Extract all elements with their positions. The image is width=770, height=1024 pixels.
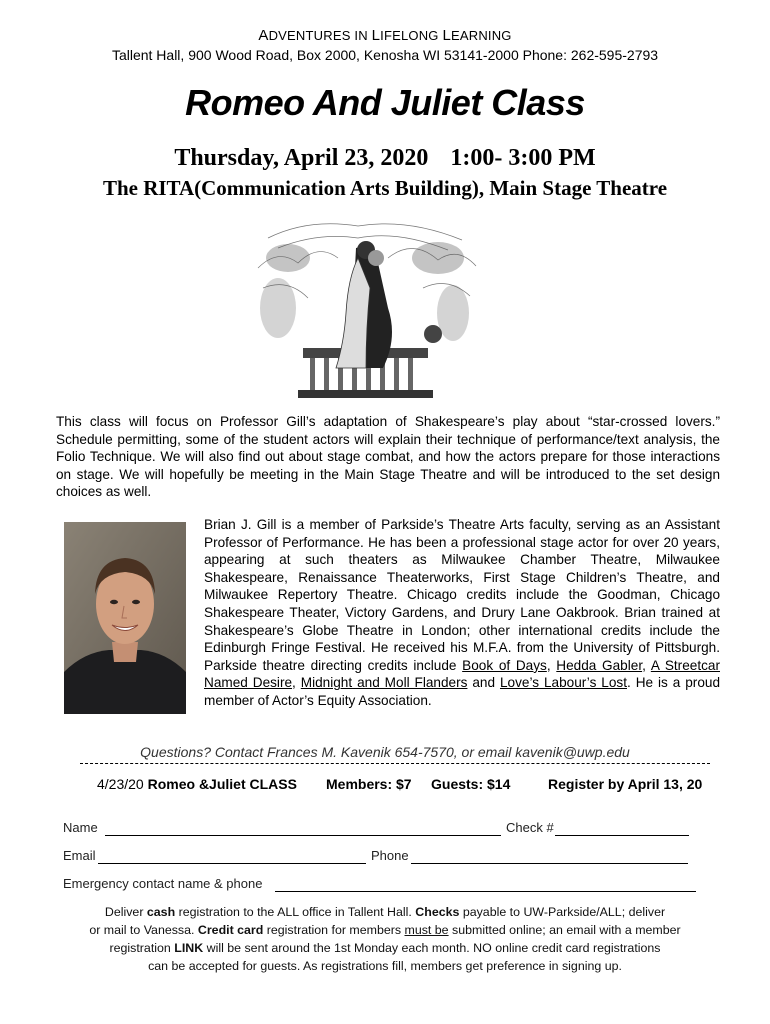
event-time: 1:00- 3:00 PM [450, 145, 596, 171]
credit-loves-labours-lost: Love’s Labour’s Lost [499, 675, 627, 691]
org-text-2: IFELONG [380, 28, 443, 43]
member-price: Members: $7 [326, 776, 412, 792]
bio-separator: , [292, 675, 301, 691]
notes-text: payable to UW-Parkside/ALL; deliver [459, 905, 666, 919]
event-dateline [0, 145, 770, 172]
register-deadline: Register by April 13, 20 [548, 776, 703, 792]
notes-text: will be sent around the 1st Monday each month. NO online credit card registrations [203, 941, 661, 955]
notes-text: registration for members [263, 923, 405, 937]
org-text-1: DVENTURES IN [268, 28, 372, 43]
emergency-contact-field[interactable] [275, 891, 696, 892]
org-address: Tallent Hall, 900 Wood Road, Box 2000, Kenosha WI 53141-2000 Phone: 262-595-2793 [111, 47, 659, 63]
email-label: Email [63, 848, 96, 863]
org-text-3: EARNING [450, 28, 512, 43]
bio-separator: , [546, 657, 557, 673]
check-label: Check # [506, 820, 554, 835]
class-description: This class will focus on Professor Gill’s adaptation of Shakespeare’s play about “star-crossed lovers.” Schedule permitting, some of the student actors will explain their technique of performance/text analysis, the Folio Technique. We will also find out about stage combat, and how the actors prepare for those interactions on stage. We will hopefully be meeting in the Main Stage Theatre and will be introduced to the set design choices as well. [56, 414, 720, 500]
phone-label: Phone [371, 848, 409, 863]
registration-notes [0, 903, 770, 975]
email-field[interactable] [98, 863, 366, 864]
org-name [0, 27, 770, 44]
emergency-contact-label: Emergency contact name & phone [63, 876, 263, 891]
notes-underline: must be [404, 923, 449, 937]
notes-line-2 [0, 921, 770, 939]
notes-text: registration [109, 941, 175, 955]
notes-bold: Credit card [197, 923, 264, 937]
tearoff-class-name: Romeo &Juliet CLASS [147, 776, 297, 792]
notes-line-1 [0, 903, 770, 921]
tear-off-line [80, 763, 710, 764]
credit-midnight-moll-flanders: Midnight and Moll Flanders [300, 675, 468, 691]
notes-bold: cash [146, 905, 176, 919]
phone-field[interactable] [411, 863, 688, 864]
name-label: Name [63, 820, 98, 835]
bio-text-end: . He is a proud member of Actor’s Equity Association. [204, 675, 721, 708]
contact-info: Questions? Contact Frances M. Kavenik 654-7570, or email kavenik@uwp.edu [140, 744, 630, 760]
instructor-photo [64, 522, 186, 714]
org-cap-l1: L [371, 27, 381, 44]
credit-book-of-days: Book of Days [462, 657, 547, 673]
bio-text: Brian J. Gill is a member of Parkside’s Theatre Arts faculty, serving as an Assistant Professor of Performance. He has been a professional stage actor for over 20 years, appearing at such theaters as Milwaukee Chamber Theatre, Milwaukee Shakespeare, Renaissance Theaterworks, First Stage Children’s Theatre, and Milwaukee Repertory Theatre. Chicago credits include the Goodman, Chicago Shakespeare Theater, Victory Gardens, and Drury Lane Oakbrook. Brian trained at Shakespeare’s Globe Theatre in London; other international credits include the Edinburgh Fringe Festival. He received his M.F.A. from the University of Pittsburgh. Parkside theatre directing credits include [204, 517, 720, 673]
event-venue: The RITA(Communication Arts Building), Main Stage Theatre [102, 176, 668, 200]
notes-bold: Checks [415, 905, 460, 919]
guest-price: Guests: $14 [431, 776, 511, 792]
page-title: Romeo And Juliet Class [185, 82, 585, 123]
tearoff-class-label [97, 776, 297, 792]
notes-text: submitted online; an email with a member [448, 923, 681, 937]
credit-streetcar: A Streetcar Named Desire [204, 657, 720, 691]
instructor-bio [204, 516, 720, 710]
notes-bold: LINK [174, 941, 204, 955]
notes-text: registration to the ALL office in Tallent Hall. [175, 905, 416, 919]
romeo-juliet-illustration [248, 218, 482, 404]
org-cap-l2: L [442, 27, 451, 44]
org-cap-a: A [258, 27, 269, 44]
notes-text: or mail to Vanessa. [89, 923, 198, 937]
event-date: Thursday, April 23, 2020 [174, 145, 429, 171]
notes-text: Deliver [104, 905, 147, 919]
name-field[interactable] [105, 835, 501, 836]
credit-hedda-gabler: Hedda Gabler [556, 657, 643, 673]
bio-separator: and [467, 675, 500, 691]
notes-line-4: can be accepted for guests. As registrations fill, members get preference in signing up. [148, 959, 622, 973]
check-number-field[interactable] [555, 835, 689, 836]
tearoff-date: 4/23/20 [97, 776, 144, 792]
bio-separator: , [642, 657, 651, 673]
notes-line-3 [0, 939, 770, 957]
